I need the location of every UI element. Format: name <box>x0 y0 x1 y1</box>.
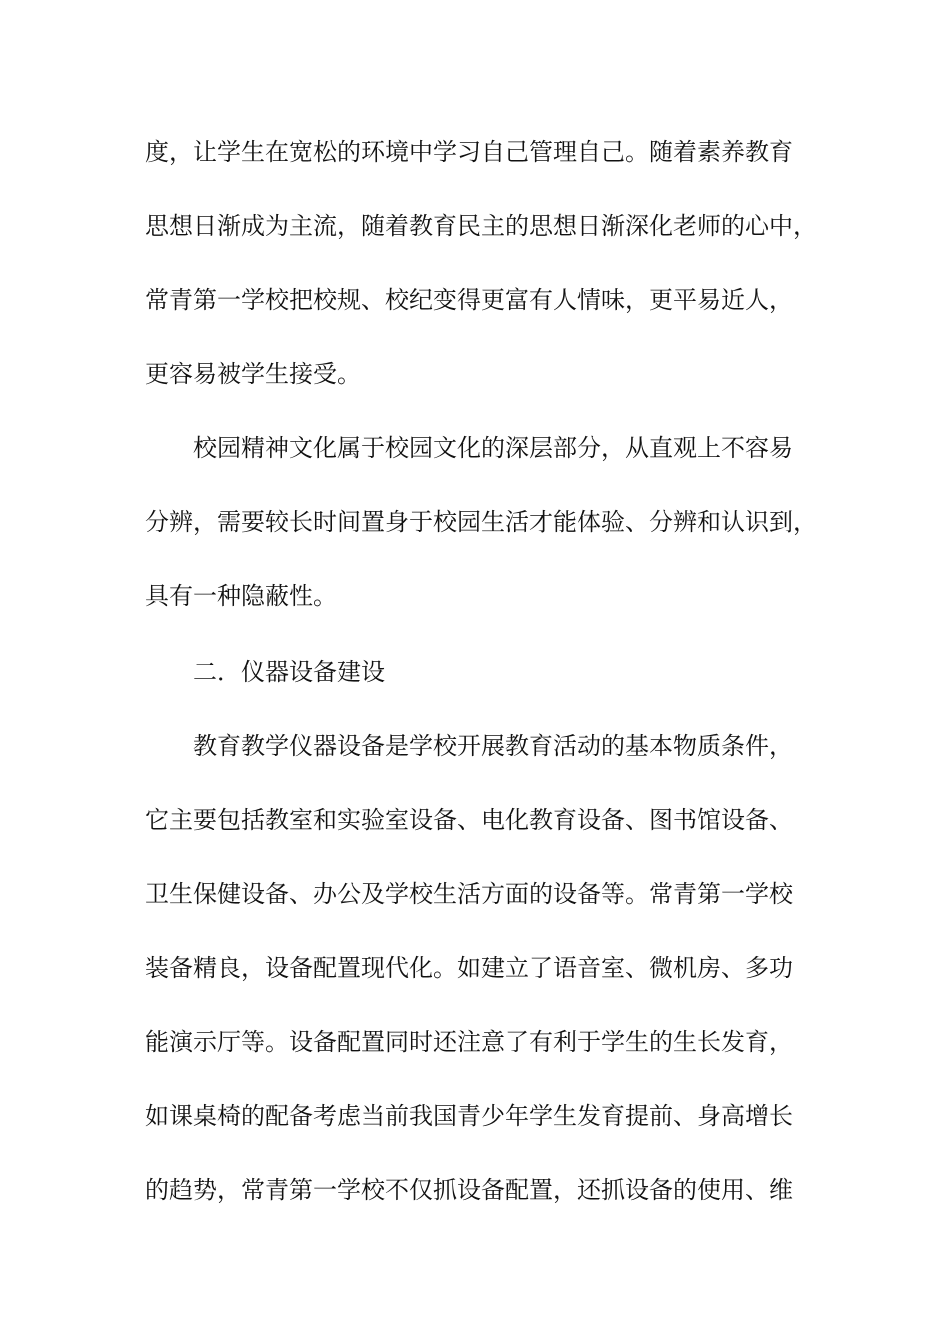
paragraph-line: 思想日渐成为主流，随着教育民主的思想日渐深化老师的心中， <box>145 212 817 240</box>
paragraph-line: 装备精良，设备配置现代化。如建立了语音室、微机房、多功 <box>145 954 793 982</box>
section-heading: 二．仪器设备建设 <box>193 658 385 686</box>
paragraph-line: 教育教学仪器设备是学校开展教育活动的基本物质条件， <box>193 732 793 760</box>
paragraph-line: 常青第一学校把校规、校纪变得更富有人情味，更平易近人， <box>145 286 793 314</box>
paragraph-line: 更容易被学生接受。 <box>145 360 361 388</box>
paragraph-line: 卫生保健设备、办公及学校生活方面的设备等。常青第一学校 <box>145 880 793 908</box>
paragraph-line: 度，让学生在宽松的环境中学习自己管理自己。随着素养教育 <box>145 138 793 166</box>
paragraph-line: 的趋势，常青第一学校不仅抓设备配置，还抓设备的使用、维 <box>145 1176 793 1204</box>
paragraph-line: 能演示厅等。设备配置同时还注意了有利于学生的生长发育， <box>145 1028 793 1056</box>
paragraph-line: 如课桌椅的配备考虑当前我国青少年学生发育提前、身高增长 <box>145 1102 793 1130</box>
paragraph-line: 它主要包括教室和实验室设备、电化教育设备、图书馆设备、 <box>145 806 793 834</box>
paragraph-line: 校园精神文化属于校园文化的深层部分，从直观上不容易 <box>193 434 793 462</box>
paragraph-line: 具有一种隐蔽性。 <box>145 582 337 610</box>
paragraph-line: 分辨，需要较长时间置身于校园生活才能体验、分辨和认识到， <box>145 508 817 536</box>
